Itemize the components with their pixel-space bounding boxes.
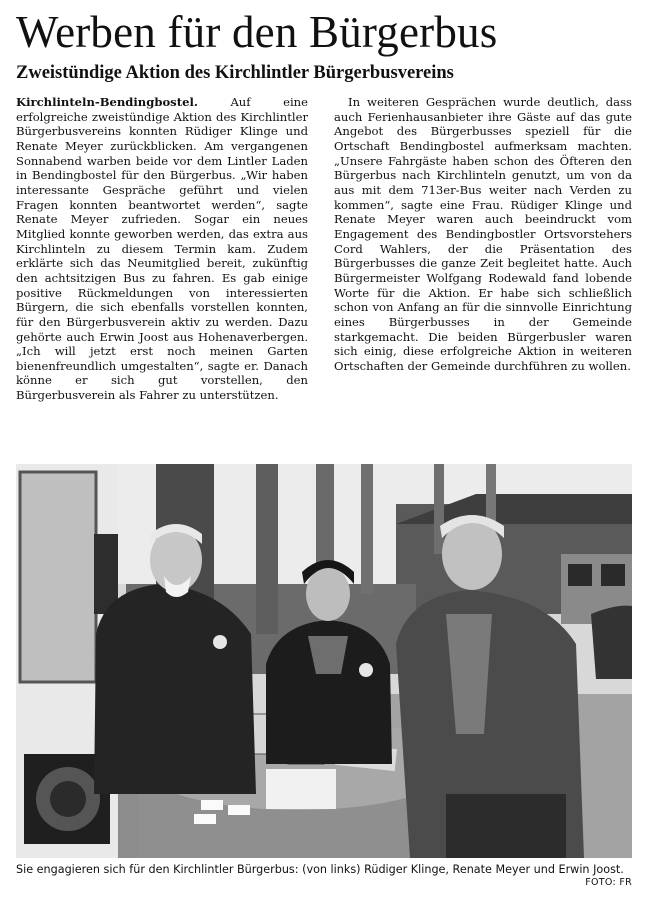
- photo-caption: Sie engagieren sich für den Kirchlintler Bürgerbus: (von links) Rüdiger Klinge, Renate Meyer und Erwin Joost.: [16, 863, 624, 876]
- article-column-left: [16, 95, 308, 403]
- article-photo: [16, 464, 632, 858]
- photo-illustration: [16, 464, 632, 858]
- headline: Werben für den Bürgerbus: [16, 7, 498, 57]
- paragraph-1-text: Auf eine erfolgreiche zweistündige Aktion des Kirchlintler Bürgerbusvereins konnten Rüdiger Klinge und Renate Meyer zurückblicken. Am vergangenen Sonnabend warben beide vor dem Lintler Laden in Bendingbostel für den Bürgerbus. „Wir haben interessante Gespräche geführt und vielen Fragen konnten beantwortet werden“, sagte Renate Meyer zufrieden. Sogar ein neues Mitglied konnte geworben werden, das extra aus Kirchlinteln zu diesem Termin kam. Zudem erklärte sich das Neumitglied bereit, zukünftig den achtsitzigen Bus zu fahren. Es gab einige positive Rückmeldungen von interessierten Bürgern, die sich ebenfalls vorstellen konnten, für den Bürgerbusverein aktiv zu werden. Dazu gehörte auch Erwin Joost aus Hohenaverbergen. „Ich will jetzt erst noch meinen Garten bienenfreundlich umgestalten“, sagte er. Danach könne er sich gut vorstellen, den Bürgerbusverein als Fahrer zu unterstützen.: [16, 95, 309, 403]
- body-paragraph-1: [16, 95, 308, 403]
- body-paragraph-2: In weiteren Gesprächen wurde deutlich, dass auch Ferienhausanbieter ihre Gäste auf das gute Angebot des Bürgerbusses speziell für die Ortschaft Bendingbostel aufmerksam machten. „Unsere Fahrgäste haben schon des Öfteren den Bürgerbus nach Kirchlinteln genutzt, um von da aus mit dem 713er-Bus weiter nach Verden zu kommen“, sagte eine Frau. Rüdiger Klinge und Renate Meyer waren auch beeindruckt vom Engagement des Bendingbostler Ortsvorstehers Cord Wahlers, der die Präsentation des Bürgerbusses die ganze Zeit begleitet hatte. Auch Bürgermeister Wolfgang Rodewald fand lobende Worte für die Aktion. Er habe sich schließlich schon von Anfang an für die sinnvolle Einrichtung eines Bürgerbusses in der Gemeinde starkgemacht. Die beiden Bürgerbusler waren sich einig, diese erfolgreiche Aktion in weiteren Ortschaften der Gemeinde durchführen zu wollen.: [334, 95, 632, 373]
- dateline: Kirchlinteln-Bendingbostel.: [16, 95, 198, 109]
- photo-credit: FOTO: FR: [585, 877, 632, 888]
- subheadline: Zweistündige Aktion des Kirchlintler Bürgerbusvereins: [16, 63, 454, 83]
- article-column-right: [334, 95, 632, 373]
